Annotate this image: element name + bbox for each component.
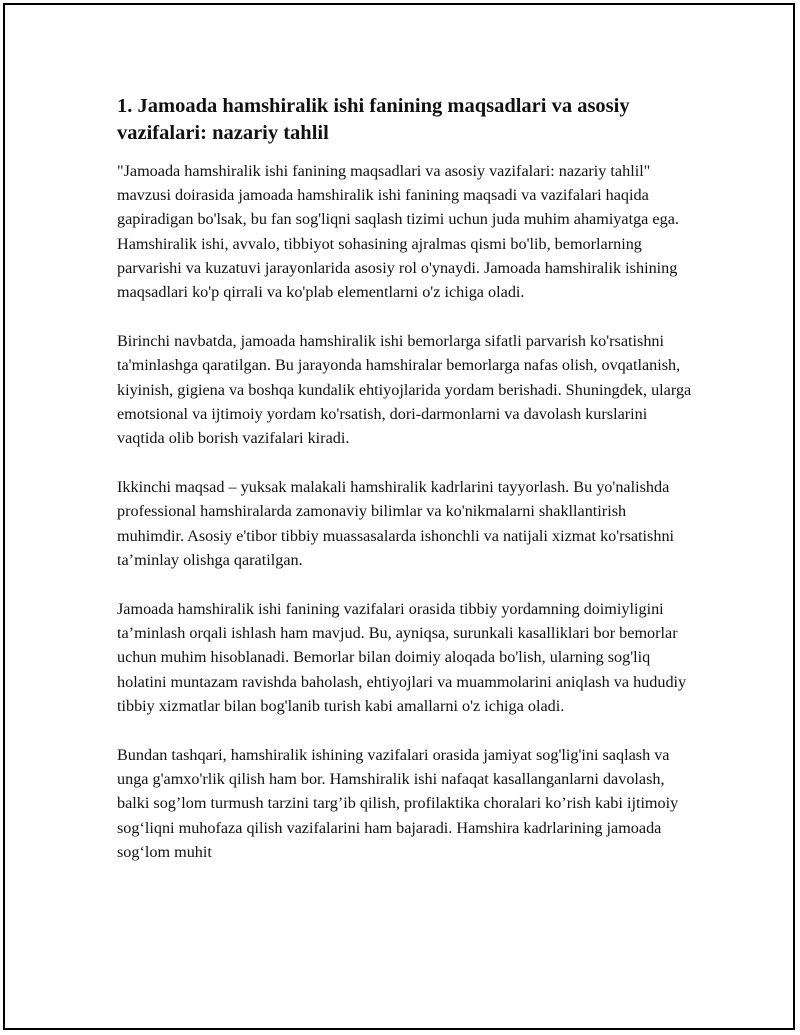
document-body: [117, 93, 697, 889]
paragraph-5: Bundan tashqari, hamshiralik ishining vazifalari orasida jamiyat sog'lig'ini saqlash va unga g'amxo'rlik qilish ham bor. Hamshiralik ishi nafaqat kasallanganlarni davolash, balki sog’lom turmush tarzini targ’ib qilish, profilaktika choralari ko’rish kabi ijtimoiy sog‘liqni muhofaza qilish vazifalarini ham bajaradi. Hamshira kadrlarining jamoada sog‘lom muhit: [117, 746, 679, 861]
paragraph-1: "Jamoada hamshiralik ishi fanining maqsadlari va asosiy vazifalari: nazariy tahlil" mavzusi doirasida jamoada hamshiralik ishi fanining maqsadi va vazifalari haqida gapiradigan bo'lsak, bu fan sog'liqni saqlash tizimi uchun juda muhim ahamiyatga ega. Hamshiralik ishi, avvalo, tibbiyot sohasining ajralmas qismi bo'lib, bemorlarning parvarishi va kuzatuvi jarayonlarida asosiy rol o'ynaydi. Jamoada hamshiralik ishining maqsadlari ko'p qirrali va ko'plab elementlarni o'z ichiga oladi.: [117, 162, 679, 302]
paragraph-3: Ikkinchi maqsad – yuksak malakali hamshiralik kadrlarini tayyorlash. Bu yo'nalishda professional hamshiralarda zamonaviy bilimlar va ko'nikmalarni shakllantirish muhimdir. Asosiy e'tibor tibbiy muassasalarda ishonchli va natijali xizmat ko'rsatishni ta’minlay olishga qaratilgan.: [117, 478, 675, 569]
paragraph-4: Jamoada hamshiralik ishi fanining vazifalari orasida tibbiy yordamning doimiyligini ta’minlash orqali ishlash ham mavjud. Bu, ayniqsa, surunkali kasalliklari bor bemorlar uchun muhim hisoblanadi. Bemorlar bilan doimiy aloqada bo'lish, ularning sog'liq holatini muntazam ravishda baholash, ehtiyojlari va muammolarini aniqlash va hududiy tibbiy xizmatlar bilan bog'lanib turish kabi amallarni o'z ichiga oladi.: [117, 600, 687, 715]
paragraph-2: Birinchi navbatda, jamoada hamshiralik ishi bemorlarga sifatli parvarish ko'rsatishni ta'minlashga qaratilgan. Bu jarayonda hamshiralar bemorlarga nafas olish, ovqatlanish, kiyinish, gigiena va boshqa kundalik ehtiyojlarida yordam berishadi. Shuningdek, ularga emotsional va ijtimoiy yordam ko'rsatish, dori-darmonlarni va davolash kurslarini vaqtida olib borish vazifalari kiradi.: [117, 332, 692, 448]
document-title: 1. Jamoada hamshiralik ishi fanining maqsadlari va asosiy vazifalari: nazariy tahlil: [117, 95, 630, 144]
